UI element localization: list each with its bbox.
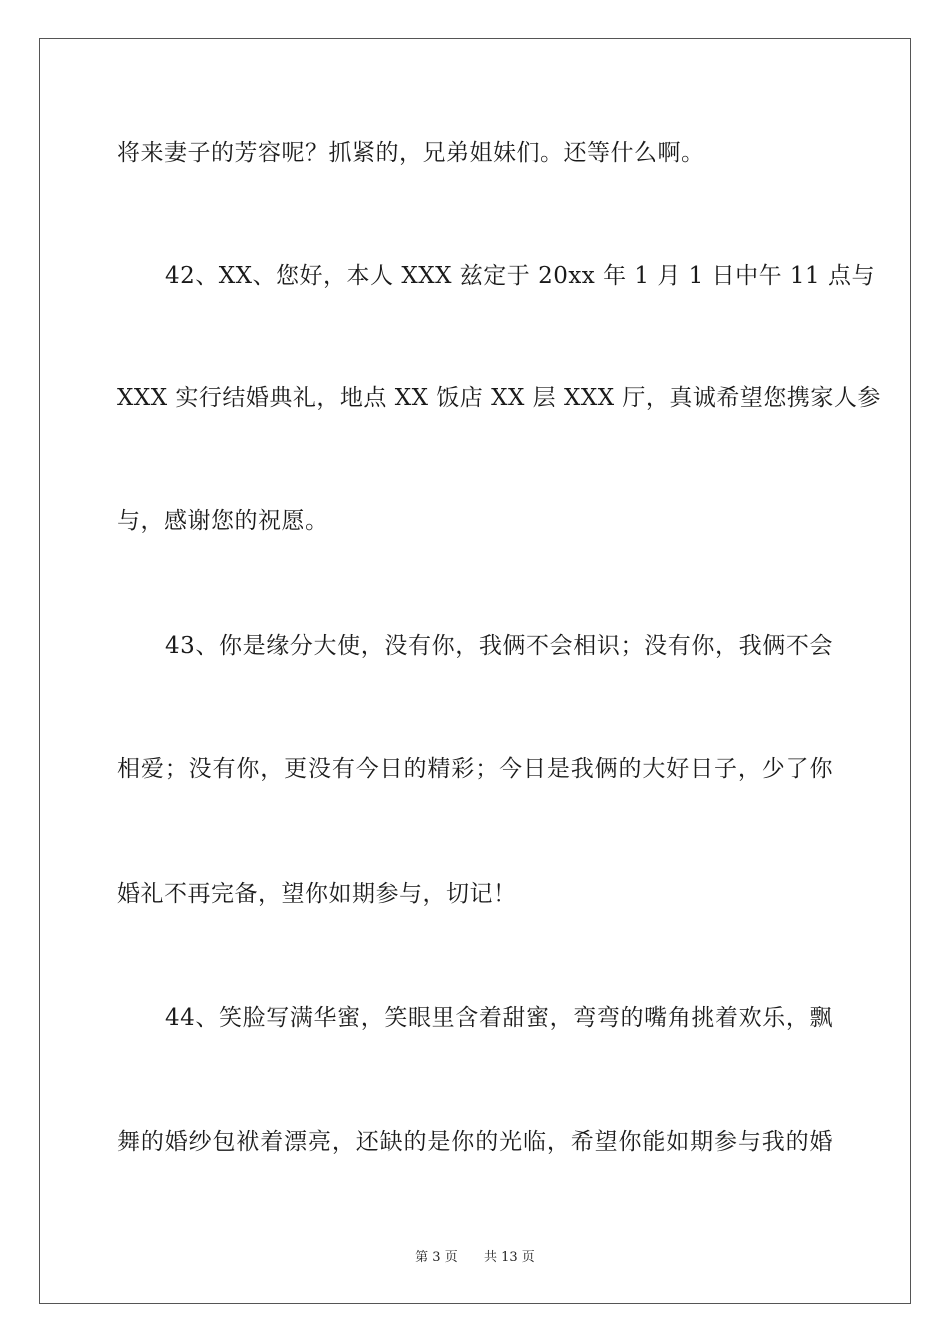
text-line-5: 43、你是缘分大使，没有你，我俩不会相识；没有你，我俩不会: [165, 633, 833, 659]
page-footer: [0, 1249, 950, 1267]
text-line-7: 婚礼不再完备，望你如期参与，切记！: [117, 881, 517, 907]
text-line-8: 44、笑脸写满华蜜，笑眼里含着甜蜜，弯弯的嘴角挑着欢乐，飘: [165, 1005, 833, 1031]
page-border: [39, 38, 911, 1304]
text-line-2: 42、XX、您好，本人 XXX 兹定于 20xx 年 1 月 1 日中午 11 点与: [165, 263, 875, 289]
page-total: 共 13 页: [484, 1250, 535, 1265]
text-line-6: 相爱；没有你，更没有今日的精彩；今日是我俩的大好日子，少了你: [117, 756, 833, 782]
text-line-3: XXX 实行结婚典礼，地点 XX 饭店 XX 层 XXX 厅，真诚希望您携家人参: [117, 385, 881, 411]
text-line-1: 将来妻子的芳容呢？抓紧的，兄弟姐妹们。还等什么啊。: [117, 140, 705, 166]
page-number: 第 3 页: [415, 1250, 458, 1265]
text-line-9: 舞的婚纱包袱着漂亮，还缺的是你的光临，希望你能如期参与我的婚: [117, 1129, 833, 1155]
text-line-4: 与，感谢您的祝愿。: [117, 508, 329, 534]
